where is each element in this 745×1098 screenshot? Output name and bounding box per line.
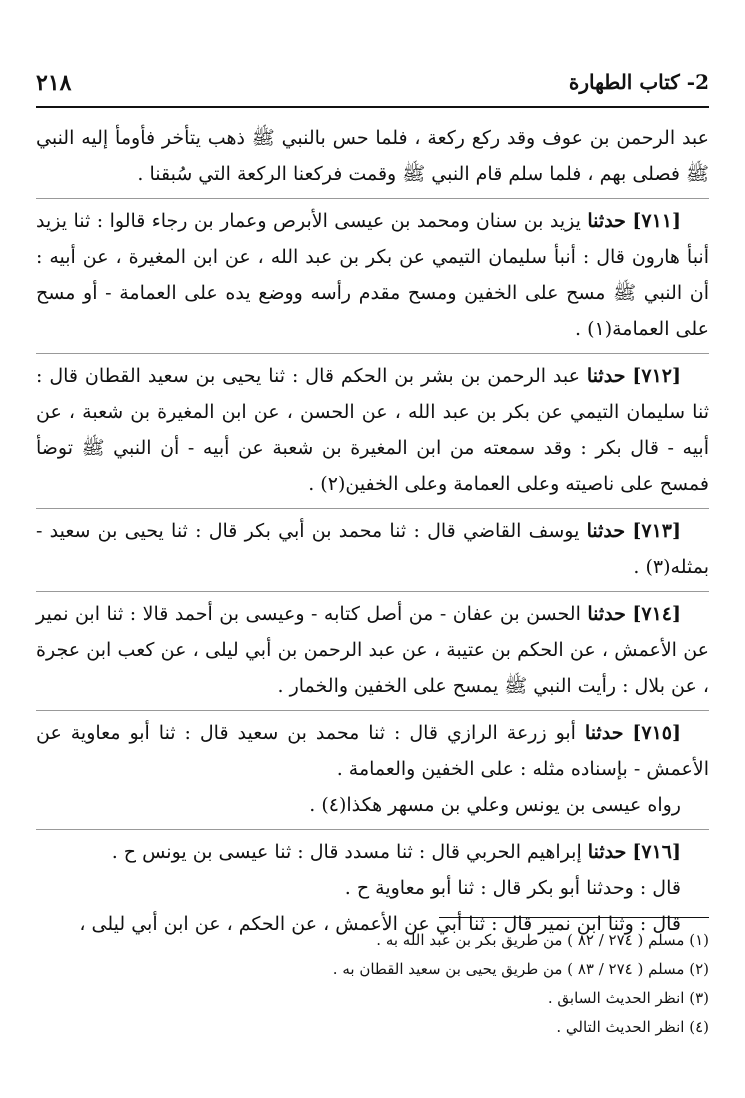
footnotes	[36, 926, 709, 1042]
footnote-1: (١) مسلم ( ٢٧٤ / ٨٢ ) من طريق بكر بن عبد الله به .	[376, 931, 709, 949]
main-text	[36, 120, 709, 942]
hadith-713	[36, 508, 709, 585]
hadith-715	[36, 710, 709, 787]
footnote-3: (٣) انظر الحديث السابق .	[547, 989, 709, 1007]
qala-line-2: قال : وثنا ابن نمير قال : ثنا أبي عن الأعمش ، عن الحكم ، عن ابن أبي ليلى ،	[79, 913, 681, 935]
hadith-number: [٧١٥]	[632, 722, 682, 744]
hadith-opening: حدثنا	[587, 841, 627, 863]
hadith-opening: حدثنا	[587, 603, 626, 625]
hadith-opening: حدثنا	[587, 210, 626, 232]
hadith-number: [٧١١]	[632, 210, 681, 232]
riwaya-note: رواه عيسى بن يونس وعلي بن مسهر هكذا(٤) .	[309, 794, 681, 816]
hadith-text: أبو زرعة الرازي قال : ثنا محمد بن سعيد قال : ثنا أبو معاوية عن الأعمش - بإسناده مثله : على الخفين والعمامة .	[36, 722, 709, 780]
hadith-number: [٧١٤]	[632, 603, 681, 625]
qala-line-1: قال : وحدثنا أبو بكر قال : ثنا أبو معاوية ح .	[344, 877, 681, 899]
hadith-opening: حدثنا	[584, 722, 624, 744]
hadith-opening: حدثنا	[586, 520, 626, 542]
hadith-opening: حدثنا	[586, 365, 626, 387]
hadith-711	[36, 198, 709, 347]
hadith-text: يزيد بن سنان ومحمد بن عيسى الأبرص وعمار بن رجاء قالوا : ثنا يزيد أنبأ هارون قال : أنبأ سليمان التيمي عن بكر بن عبد الله ، عن ابن المغيرة ، عن أبيه : أن النبي ﷺ مسح على الخفين ومسح مقدم رأسه ووضع يده على العمامة - أو مسح على العمامة(١) .	[36, 210, 709, 340]
hadith-text: الحسن بن عفان - من أصل كتابه - وعيسى بن أحمد قالا : ثنا ابن نمير عن الأعمش ، عن الحكم بن عتيبة ، عن عبد الرحمن بن أبي ليلى ، عن كعب ابن عجرة ، عن بلال : رأيت النبي ﷺ يمسح على الخفين والخمار .	[36, 603, 709, 697]
hadith-number: [٧١٣]	[632, 520, 682, 542]
page-header	[36, 66, 709, 108]
footnote-divider	[439, 917, 709, 918]
hadith-number: [٧١٢]	[632, 365, 681, 387]
footnote-4: (٤) انظر الحديث التالي .	[556, 1018, 709, 1036]
hadith-text: عبد الرحمن بن بشر بن الحكم قال : ثنا يحيى بن سعيد القطان قال : ثنا سليمان التيمي عن بكر بن عبد الله ، عن الحسن ، عن ابن المغيرة بن شعبة ، عن أبيه - قال بكر : وقد سمعته من ابن المغيرة بن شعبة عن أبيه - أن النبي ﷺ توضأ فمسح على ناصيته وعلى العمامة وعلى الخفين(٢) .	[36, 365, 709, 495]
hadith-712	[36, 353, 709, 502]
chapter-title: 2- كتاب الطهارة	[568, 70, 709, 94]
hadith-number: [٧١٦]	[632, 841, 681, 863]
page-number: ٢١٨	[36, 70, 72, 96]
intro-paragraph: عبد الرحمن بن عوف وقد ركع ركعة ، فلما حس بالنبي ﷺ ذهب يتأخر فأومأ إليه النبي ﷺ فصلى بهم ، فلما سلم قام النبي ﷺ وقمت فركعنا الركعة التي سُبقنا .	[36, 127, 709, 185]
hadith-714	[36, 591, 709, 704]
hadith-716	[36, 829, 709, 870]
hadith-text: يوسف القاضي قال : ثنا محمد بن أبي بكر قال : ثنا يحيى بن سعيد - بمثله(٣) .	[36, 520, 709, 578]
footnote-2: (٢) مسلم ( ٢٧٤ / ٨٣ ) من طريق يحيى بن سعيد القطان به .	[332, 960, 709, 978]
hadith-text: إبراهيم الحربي قال : ثنا مسدد قال : ثنا عيسى بن يونس ح .	[111, 841, 582, 863]
